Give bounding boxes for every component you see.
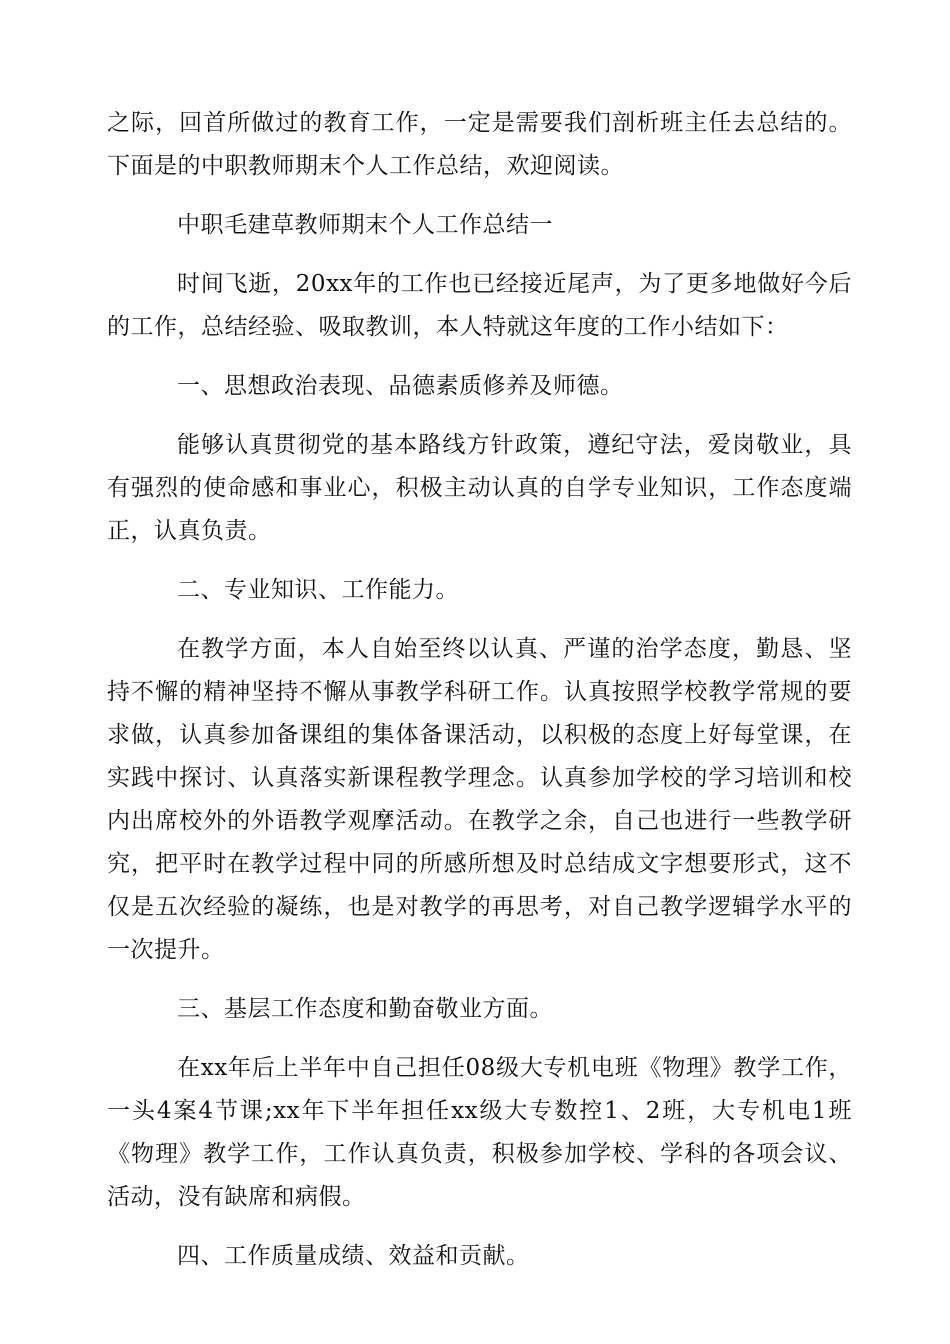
paragraph-opening: 时间飞逝，20xx年的工作也已经接近尾声，为了更多地做好今后的工作，总结经验、吸取教训，本人特就这年度的工作小结如下： <box>107 271 852 340</box>
section-heading-3: 三、基层工作态度和勤奋敬业方面。 <box>177 996 553 1022</box>
paragraph-ideology: 能够认真贯彻党的基本路线方针政策，遵纪守法，爱岗敬业，具有强烈的使命感和事业心，积极主动认真的自学专业知识，工作态度端正，认真负责。 <box>107 432 852 544</box>
paragraph-teaching: 在教学方面，本人自始至终以认真、严谨的治学态度，勤恳、坚持不懈的精神坚持不懈从事教学科研工作。认真按照学校教学常规的要求做，认真参加备课组的集体备课活动，以积极的态度上好每堂课，在实践中探讨、认真落实新课程教学理念。认真参加学校的学习培训和校内出席校外的外语教学观摩活动。在教学之余，自己也进行一些教学研究，把平时在教学过程中同的所感所想及时总结成文字想要形式，这不仅是五次经验的凝练，也是对教学的再思考，对自己教学逻辑学水平的一次提升。 <box>107 636 852 963</box>
intro-paragraph: 之际，回首所做过的教育工作，一定是需要我们剖析班主任去总结的。下面是的中职教师期末个人工作总结，欢迎阅读。 <box>107 110 852 179</box>
section-heading-2: 二、专业知识、工作能力。 <box>177 577 459 603</box>
document-body <box>107 102 852 1278</box>
document-title: 中职毛建草教师期末个人工作总结一 <box>177 212 553 238</box>
section-heading-1: 一、思想政治表现、品德素质修养及师德。 <box>177 373 624 399</box>
section-heading-4: 四、工作质量成绩、效益和贡献。 <box>177 1243 530 1269</box>
paragraph-work-attitude: 在xx年后上半年中自己担任08级大专机电班《物理》教学工作，一头4案4节课;xx年下半年担任xx级大专数控1、2班，大专机电1班《物理》教学工作，工作认真负责，积极参加学校、学科的各项会议、活动，没有缺席和病假。 <box>107 1055 852 1210</box>
